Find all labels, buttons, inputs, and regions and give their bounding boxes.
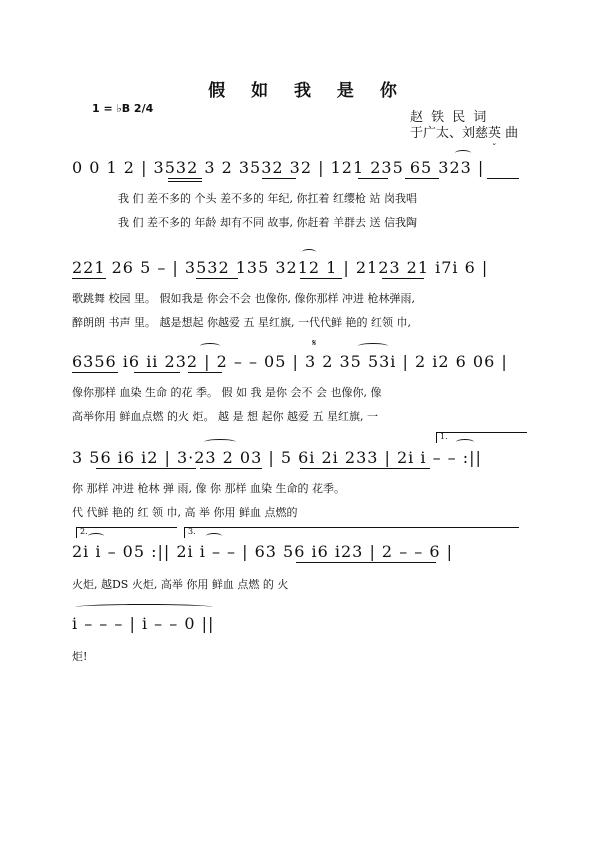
beam-line <box>168 178 202 179</box>
lyrics-line-6: 炬! <box>72 650 88 663</box>
volta-bracket-3 <box>184 527 519 538</box>
beam-line <box>96 468 196 469</box>
notation-line-3: 6356 i6 ii 232 | 2 – – 05 | 3 2 35 53i | 2 i2 6 06 | <box>72 352 508 371</box>
segno-sign: 𝄋 <box>312 338 317 349</box>
beam-line <box>200 468 262 469</box>
lyrics-line-4a: 你 那样 冲进 枪林 弹 雨, 像 你 那样 血染 生命的 花季。 <box>72 482 345 495</box>
lyrics-line-1a: 我 们 差不多的 个头 差不多的 年纪, 你扛着 红缨枪 站 岗我唱 <box>118 192 417 205</box>
beam-line <box>358 178 388 179</box>
beam-line <box>134 372 180 373</box>
key-signature: 1 = ♭B 2/4 <box>92 102 154 115</box>
slur-mark <box>76 604 212 610</box>
lyricist-credit: 赵 铁 民 词 <box>410 110 489 125</box>
notation-line-4: 3 56 i6 i2 | 3·23 2 03 | 5 6i 2i 233 | 2i i – – :|| <box>72 448 482 467</box>
lyrics-line-3a: 像你那样 血染 生命 的花 季。 假 如 我 是你 会不 会 也像你, 像 <box>72 386 382 399</box>
lyrics-line-2a: 歌跳舞 校园 里。 假如我是 你会不会 也像你, 像你那样 冲进 枪林弹雨, <box>72 292 415 305</box>
volta-bracket-1 <box>436 432 527 443</box>
beam-line <box>72 278 106 279</box>
lyrics-line-5: 火炬, 越DS 火炬, 高举 你用 鲜血 点燃 的 火 <box>72 578 289 591</box>
slur-mark <box>204 439 236 445</box>
beam-line <box>72 372 118 373</box>
lyrics-line-3b: 高举你用 鲜血点燃 的火 炬。 越 是 想 起你 越爱 五 星红旗, 一 <box>72 410 378 423</box>
slur-mark <box>200 343 220 349</box>
beam-line <box>382 278 424 279</box>
song-title: 假 如 我 是 你 <box>208 81 407 101</box>
beam-line <box>168 181 202 182</box>
beam-line <box>188 372 222 373</box>
slur-mark <box>455 150 471 156</box>
beam-line <box>262 178 296 179</box>
volta-label-3: 3. <box>188 527 196 536</box>
beam-line <box>300 468 430 469</box>
notation-line-1: 0 0 1 2 | 3532 3 2 3532 32 | 121 235 65 323 | <box>72 158 485 177</box>
lyrics-line-1b: 我 们 差不多的 年龄 却有不同 故事, 你赶着 羊群去 送 信我陶 <box>118 216 417 229</box>
slur-mark <box>358 343 388 349</box>
lyrics-line-2b: 醉朗朗 书声 里。 越是想起 你越爱 五 星红旗, 一代代鲜 艳的 红领 巾, <box>72 316 411 329</box>
beam-line <box>405 178 439 179</box>
volta-bracket-2 <box>76 527 177 538</box>
notation-line-6: i – – – | i – – 0 || <box>72 614 215 633</box>
lyrics-line-4b: 代 代鲜 艳的 红 领 巾, 高 举 你用 鲜血 点燃的 <box>72 506 298 519</box>
beam-line <box>196 278 238 279</box>
notation-line-5: 2i i – 05 :|| 2i i – – | 63 56 i6 i23 | 2 – – 6 | <box>72 542 454 561</box>
accent-mark: ˇ <box>492 144 497 154</box>
beam-line <box>300 278 342 279</box>
composer-credit: 于广太、刘慈英 曲 <box>410 126 519 141</box>
volta-label-1: 1. <box>440 432 448 441</box>
beam-line <box>487 178 519 179</box>
slur-mark <box>302 249 316 255</box>
volta-label-2: 2. <box>80 527 88 536</box>
beam-line <box>296 562 436 563</box>
notation-line-2: 221 26 5 – | 3532 135 3212 1 | 2123 21 i7i 6 | <box>72 258 489 277</box>
